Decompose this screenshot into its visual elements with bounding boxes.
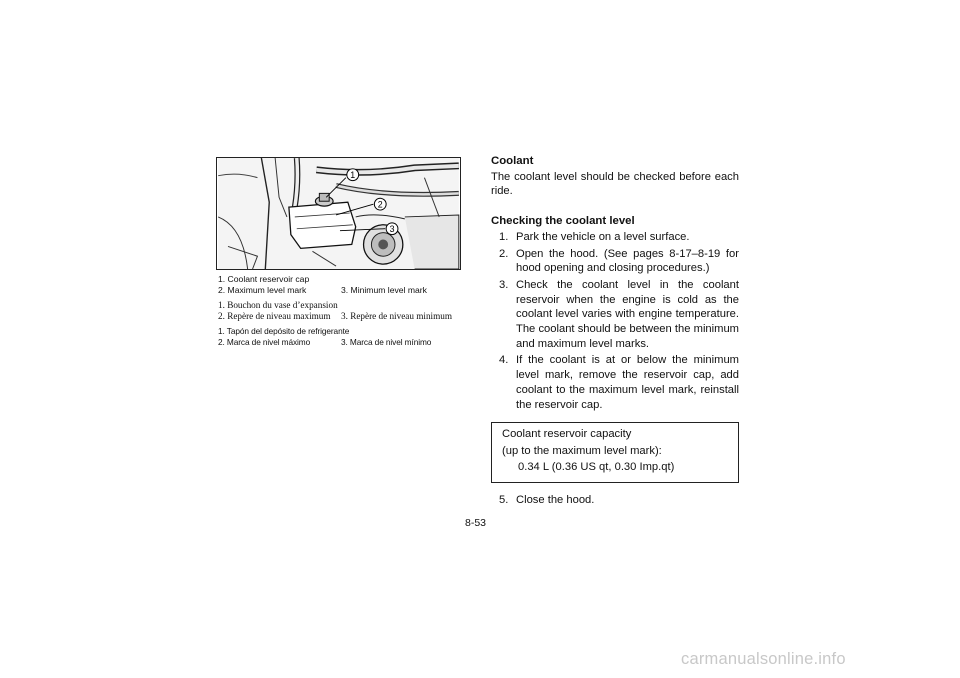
section-intro: The coolant level should be checked before each ride. xyxy=(491,170,739,198)
spec-value: 0.34 L (0.36 US qt, 0.30 Imp.qt) xyxy=(518,461,675,474)
step-4 xyxy=(491,353,739,412)
step-number: 3. xyxy=(499,278,509,291)
figure-captions xyxy=(218,274,468,352)
caption-item-2: 2. Repère de niveau maximum xyxy=(218,310,331,321)
section-subtitle: Checking the coolant level xyxy=(491,215,635,228)
svg-text:1: 1 xyxy=(350,170,356,181)
step-text: Park the vehicle on a level surface. xyxy=(516,230,690,243)
step-number: 1. xyxy=(499,230,509,243)
engine-coolant-illustration xyxy=(216,157,461,270)
step-5 xyxy=(491,493,739,508)
svg-text:3: 3 xyxy=(389,224,395,235)
caption-item-2: 2. Maximum level mark xyxy=(218,284,307,295)
svg-text:2: 2 xyxy=(377,199,383,210)
section-title: Coolant xyxy=(491,155,534,167)
caption-item-3: 3. Marca de nivel mínimo xyxy=(341,336,432,347)
caption-english xyxy=(218,274,468,295)
procedure-steps xyxy=(491,230,739,412)
caption-item-1: 1. Tapón del depósito de refrigerante xyxy=(218,326,350,336)
step-text: If the coolant is at or below the minimum level mark, remove the reservoir cap, add coolant to the maximum level mark, reinstall the reservoir cap. xyxy=(516,354,739,411)
step-3 xyxy=(491,278,739,352)
coolant-section xyxy=(491,154,739,507)
caption-item-3: 3. Repère de niveau minimum xyxy=(341,310,452,321)
caption-item-1: 1. Bouchon du vase d’expansion xyxy=(218,300,338,310)
caption-item-2: 2. Marca de nivel máximo xyxy=(218,336,311,347)
callout-1 xyxy=(347,169,359,181)
page-number: 8-53 xyxy=(465,517,487,529)
step-number: 4. xyxy=(499,354,509,367)
callout-2 xyxy=(374,198,386,210)
spec-note: (up to the maximum level mark): xyxy=(502,444,662,457)
spec-label: Coolant reservoir capacity xyxy=(502,428,632,441)
coolant-reservoir-drawing xyxy=(217,158,460,269)
procedure-steps-final xyxy=(491,493,739,508)
step-1 xyxy=(491,230,739,245)
callout-3 xyxy=(386,223,398,235)
caption-item-3: 3. Minimum level mark xyxy=(341,284,427,295)
step-2 xyxy=(491,247,739,276)
step-text: Open the hood. (See pages 8-17–8-19 for hood opening and closing procedures.) xyxy=(516,247,739,275)
caption-french xyxy=(218,300,468,321)
step-number: 2. xyxy=(499,247,509,260)
caption-spanish xyxy=(218,326,468,347)
capacity-spec-box xyxy=(491,422,739,483)
step-text: Check the coolant level in the coolant reservoir when the engine is cold as the coolant level varies with engine temperature. The coolant should be between the minimum and maximum level marks. xyxy=(516,278,739,350)
caption-item-1: 1. Coolant reservoir cap xyxy=(218,274,310,284)
step-number: 5. xyxy=(499,493,509,506)
step-text: Close the hood. xyxy=(516,493,595,506)
watermark: carmanualsonline.info xyxy=(681,650,846,668)
